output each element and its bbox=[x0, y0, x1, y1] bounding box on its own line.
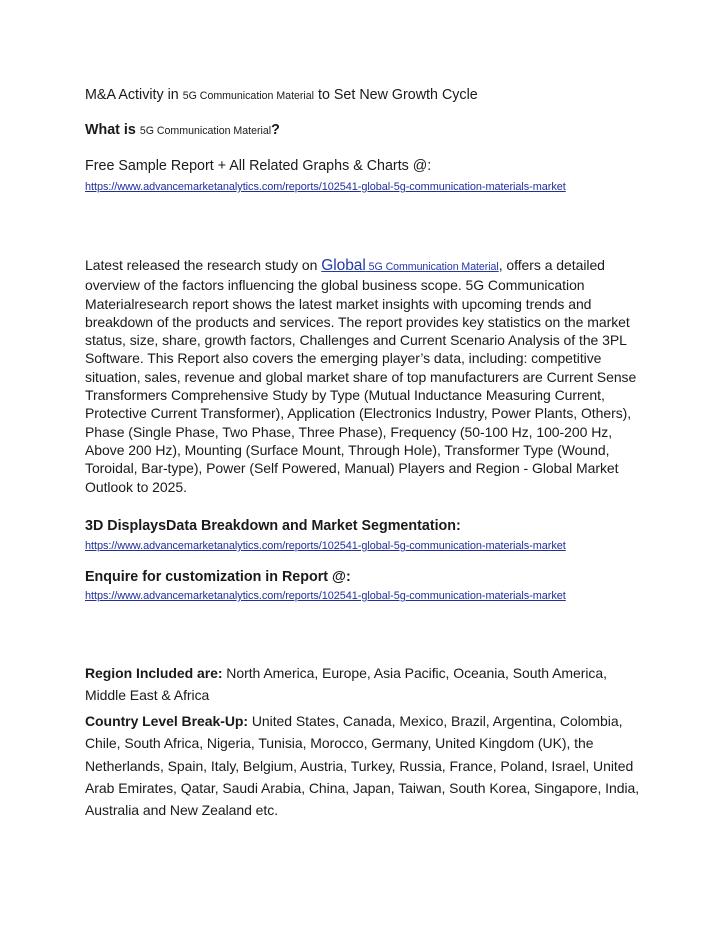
region-paragraph bbox=[85, 662, 630, 707]
region-label: Region Included are: bbox=[85, 665, 223, 681]
enquire-heading: Enquire for customization in Report @: bbox=[85, 569, 351, 585]
breakdown-heading: 3D DisplaysData Breakdown and Market Segmentation: bbox=[85, 518, 461, 534]
link-product-text: 5G Communication Material bbox=[365, 261, 499, 273]
intro-body: , offers a detailed overview of the factors influencing the global business scope. 5G Communication Materialresearch report shows the latest market insights with upcoming trends and breakdown of the products and services. The report provides key statistics on the market status, size, share, growth factors, Challenges and Current Scenario Analysis of the 3PL Software. This Report also covers the emerging player’s data, including: competitive situation, sales, revenue and global market share of top manufacturers are Current Sense Transformers Comprehensive Study by Type (Mutual Inductance Measuring Current, Protective Current Transformer), Application (Electronics Industry, Power Plants, Others), Phase (Single Phase, Two Phase, Three Phase), Frequency (50-100 Hz, 100-200 Hz, Above 200 Hz), Mounting (Surface Mount, Through Hole), Transformer Type (Wound, Toroidal, Bar-type), Power (Self Powered, Manual) Players and Region - Global Market Outlook to 2025. bbox=[85, 257, 637, 495]
title-suffix: to Set New Growth Cycle bbox=[314, 87, 478, 103]
link-global-text: Global bbox=[321, 257, 366, 274]
what-is-suffix: ? bbox=[271, 122, 280, 138]
what-is-prefix: What is bbox=[85, 122, 140, 138]
country-label: Country Level Break-Up: bbox=[85, 713, 248, 729]
what-is-heading bbox=[85, 121, 645, 140]
country-value: United States, Canada, Mexico, Brazil, Argentina, Colombia, Chile, South Africa, Nigeria, Tunisia, Morocco, Germany, United Kingdom (UK), the Netherlands, Spain, Italy, Belgium, Austria, Turkey, Russia, France, Poland, Israel, United Arab Emirates, Qatar, Saudi Arabia, China, Japan, Taiwan, South Korea, Singapore, India, Australia and New Zealand etc. bbox=[85, 713, 640, 819]
region-value: North America, Europe, Asia Pacific, Oceania, South America, Middle East & Africa bbox=[85, 665, 607, 704]
title-prefix: M&A Activity in bbox=[85, 87, 183, 103]
title-product: 5G Communication Material bbox=[182, 90, 315, 102]
breakdown-link[interactable]: https://www.advancemarketanalytics.com/reports/102541-global-5g-communication-materials-market bbox=[85, 540, 566, 552]
what-is-product: 5G Communication Material bbox=[139, 125, 272, 137]
free-sample-link[interactable]: https://www.advancemarketanalytics.com/reports/102541-global-5g-communication-materials-market bbox=[85, 181, 566, 193]
document-title bbox=[85, 86, 645, 105]
free-sample-label: Free Sample Report + All Related Graphs & Charts @: bbox=[85, 158, 432, 174]
intro-lead: Latest released the research study on bbox=[85, 257, 322, 273]
enquire-link[interactable]: https://www.advancemarketanalytics.com/reports/102541-global-5g-communication-materials-market bbox=[85, 590, 566, 602]
intro-paragraph bbox=[85, 256, 640, 496]
country-paragraph bbox=[85, 710, 640, 821]
global-product-link[interactable] bbox=[321, 257, 498, 273]
